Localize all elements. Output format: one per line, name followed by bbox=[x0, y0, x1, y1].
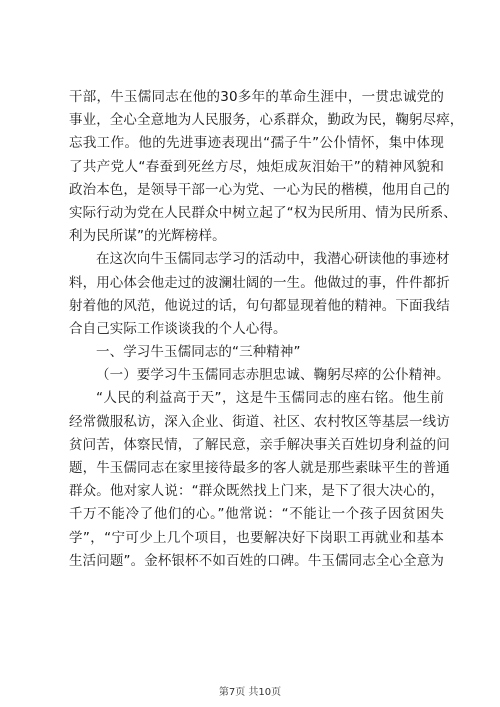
text-line: 题，牛玉儒同志在家里接待最多的客人就是那些素昧平生的普通 bbox=[69, 460, 450, 476]
text-line: 学”，“宁可少上几个项目，也要解决好下岗职工再就业和基本 bbox=[69, 529, 444, 546]
text-line: 利为民所谋”的光辉榜样。 bbox=[69, 228, 226, 245]
text-line: 千万不能冷了他们的心。”他常说：“不能让一个孩子因贫困失 bbox=[69, 506, 444, 523]
text-line: 忘我工作。他的先进事迹表现出“孺子牛”公仆情怀，集中体现 bbox=[69, 135, 444, 152]
subsection-heading: （一）要学习牛玉儒同志赤胆忠诚、鞠躬尽瘁的公仆精神。 bbox=[96, 367, 450, 384]
text-line: 合自己实际工作谈谈我的个人心得。 bbox=[69, 320, 287, 337]
text-line: 生活问题”。金杯银杯不如百姓的口碑。牛玉儒同志全心全意为 bbox=[69, 552, 444, 569]
text-line: 射着他的风范，他说过的话，句句都显现着他的精神。下面我结 bbox=[69, 297, 450, 314]
text-line: 事业，全心全意地为人民服务，心系群众，勤政为民，鞠躬尽瘁， bbox=[69, 112, 464, 129]
text-line: 干部，牛玉儒同志在他的30多年的革命生涯中，一贯忠诚党的 bbox=[69, 89, 444, 105]
paragraph-first-line: 在这次向牛玉儒同志学习的活动中，我潜心研读他的事迹材 bbox=[96, 251, 450, 268]
text-line: 料，用心体会他走过的波澜壮阔的一生。他做过的事，件件都折 bbox=[69, 274, 450, 291]
text-line: 贫问苦，体察民情，了解民意，亲手解决事关百姓切身利益的问 bbox=[69, 436, 450, 453]
text-line: 群众。他对家人说：“群众既然找上门来，是下了很大决心的， bbox=[69, 483, 444, 500]
body-text bbox=[69, 86, 464, 573]
paragraph-first-line: “人民的利益高于天”，这是牛玉儒同志的座右铭。他生前 bbox=[96, 390, 444, 407]
section-heading: 一、学习牛玉儒同志的“三种精神” bbox=[96, 344, 301, 361]
text-line: 实际行动为党在人民群众中树立起了“权为民所用、情为民所系、 bbox=[69, 204, 457, 221]
text-line: 政治本色，是领导干部一心为党、一心为民的楷模，他用自己的 bbox=[69, 181, 450, 198]
text-line: 了共产党人“春蚕到死丝方尽，烛炬成灰泪始干”的精神风貌和 bbox=[69, 158, 444, 175]
page-number-footer: 第7页 共10页 bbox=[218, 687, 282, 698]
text-line: 经常微服私访，深入企业、街道、社区、农村牧区等基层一线访 bbox=[69, 413, 450, 430]
